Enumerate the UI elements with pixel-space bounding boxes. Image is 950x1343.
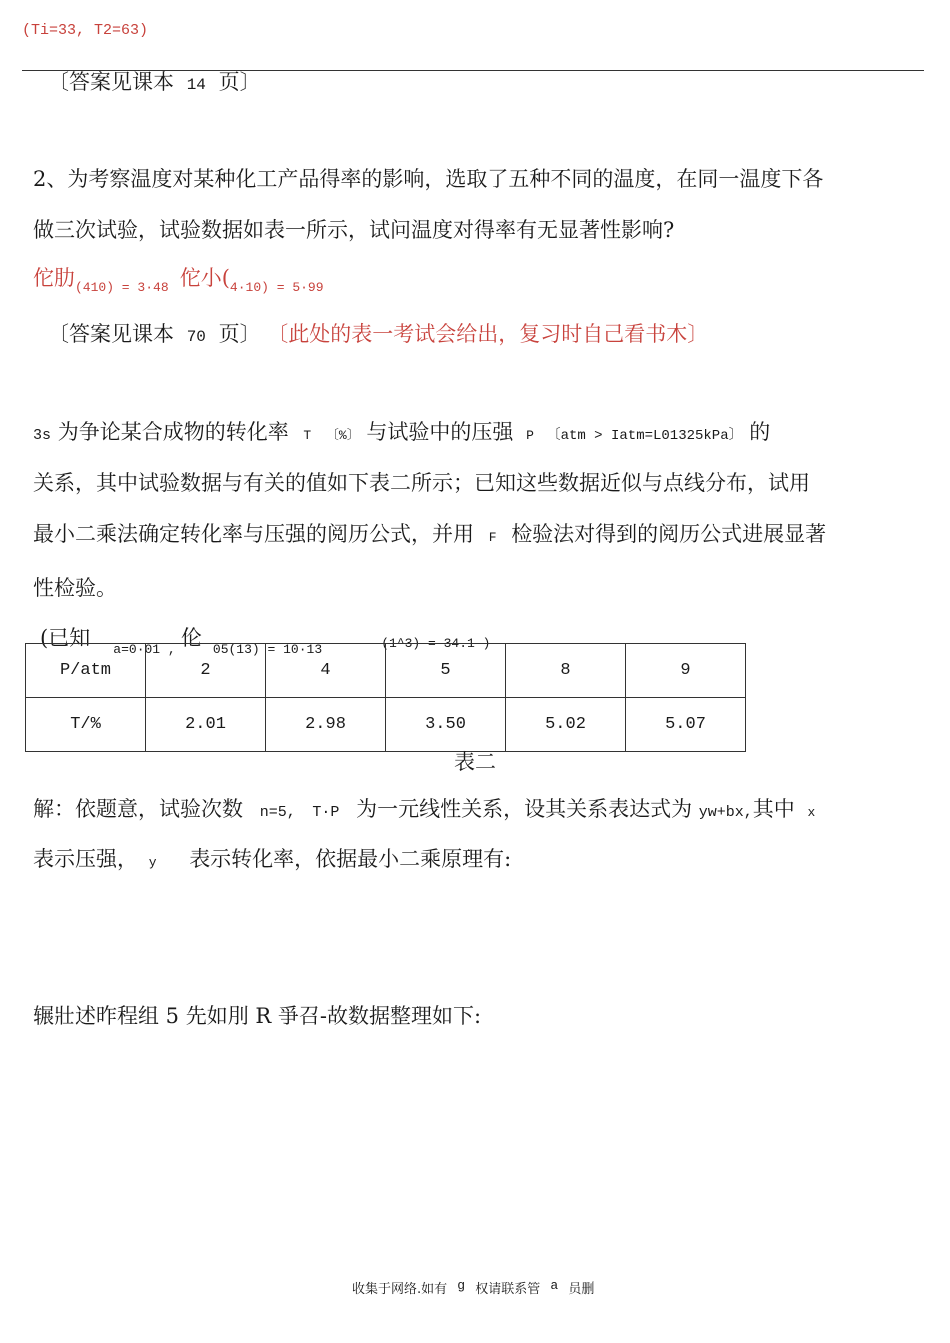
table-row bbox=[26, 698, 746, 752]
given-t: (1^3) = 34.1 ) bbox=[381, 636, 491, 651]
answer-ref-2-note: 〔此处的表一考试会给出，复习时自己看书木〕 bbox=[267, 322, 709, 346]
solution-l1-expr: yw+bx, bbox=[698, 804, 753, 821]
data-table bbox=[25, 643, 746, 752]
problem3-l1c: 的 bbox=[749, 420, 771, 444]
solution-l2-y: y bbox=[148, 855, 157, 870]
solution-line1 bbox=[33, 793, 815, 823]
problem2-line1: 2、为考察温度对某种化工产品得率的影响，选取了五种不同的温度，在同一温度下各 bbox=[33, 167, 824, 191]
solution-l1-n: n=5, bbox=[259, 804, 296, 821]
problem3-line4: 性检验。 bbox=[33, 576, 117, 600]
problem3-num: 3s bbox=[33, 427, 52, 444]
footer-d: 员删 bbox=[568, 1282, 595, 1297]
formula-b-value: 4·10) = 5·99 bbox=[229, 280, 324, 295]
answer-ref-2-pre: 〔答案见课本 bbox=[48, 322, 174, 346]
solution-l2a: 表示压强， bbox=[33, 847, 138, 871]
problem3-line2: 关系，其中试验数据与有关的值如下表二所示；已知这些数据近似与点线分布，试用 bbox=[33, 471, 810, 495]
answer-ref-1 bbox=[48, 66, 261, 96]
answer-ref-1-page: 14 bbox=[186, 76, 206, 94]
table-cell: 5.07 bbox=[626, 698, 746, 752]
solution-line3: 辗壯述昨程组 5 先如刖 R 爭召-故数据整理如下: bbox=[33, 1004, 482, 1028]
problem2-formula bbox=[33, 262, 324, 295]
solution-l1-tp: T·P bbox=[312, 804, 340, 821]
problem3-l1-T: T bbox=[303, 428, 312, 443]
problem3-l3-F: F bbox=[488, 530, 497, 545]
solution-l2b: 表示转化率，依据最小二乘原理有: bbox=[189, 847, 512, 871]
problem3-l1a: 为争论某合成物的转化率 bbox=[57, 420, 289, 444]
answer-ref-2-post: 页〕 bbox=[218, 322, 261, 346]
answer-ref-2 bbox=[48, 318, 708, 348]
problem3-l3b: 检验法对得到的阅历公式进展显著 bbox=[511, 522, 827, 546]
table-caption: 表二 bbox=[454, 750, 496, 774]
table-cell: 8 bbox=[506, 644, 626, 698]
table-cell: 5 bbox=[386, 644, 506, 698]
table-cell: 5.02 bbox=[506, 698, 626, 752]
table-cell: 9 bbox=[626, 644, 746, 698]
solution-l1-x: x bbox=[807, 805, 816, 820]
footer-a: 收集于网络.如有 bbox=[352, 1282, 448, 1297]
table-cell: T/% bbox=[26, 698, 146, 752]
given-alpha: a=0·01 , bbox=[113, 642, 176, 657]
given-lun: 伦 bbox=[180, 626, 202, 650]
problem3-l1-P: P bbox=[526, 428, 534, 443]
answer-ref-1-post: 页〕 bbox=[218, 70, 261, 94]
problem3-l3a: 最小二乘法确定转化率与压强的阅历公式，并用 bbox=[33, 522, 474, 546]
footer-note bbox=[352, 1278, 594, 1297]
table-cell: 4 bbox=[266, 644, 386, 698]
formula-b-label: 佗小( bbox=[179, 266, 230, 290]
given-pre: (已知 bbox=[40, 626, 91, 650]
solution-l1c: 其中 bbox=[752, 797, 795, 821]
table-cell: 2.98 bbox=[266, 698, 386, 752]
given-f: 05(13) = 10·13 bbox=[212, 642, 323, 657]
table-cell: 3.50 bbox=[386, 698, 506, 752]
solution-l1a: 解：依题意，试验次数 bbox=[33, 797, 243, 821]
table-row bbox=[26, 644, 746, 698]
problem3-l1-pct: 〔%〕 bbox=[325, 428, 360, 443]
answer-ref-2-page: 70 bbox=[186, 328, 206, 346]
solution-l1b: 为一元线性关系，设其关系表达式为 bbox=[356, 797, 693, 821]
formula-a-value: (410) = 3·48 bbox=[75, 280, 169, 295]
footer-b: 权请联系管 bbox=[475, 1282, 541, 1297]
problem3-line3 bbox=[33, 518, 826, 548]
footer-g: g bbox=[457, 1278, 466, 1293]
problem2-line2: 做三次试验，试验数据如表一所示，试问温度对得率有无显著性影响? bbox=[33, 218, 675, 242]
problem3-l1b: 与试验中的压强 bbox=[366, 420, 514, 444]
table-cell: 2 bbox=[146, 644, 266, 698]
footer-c: a bbox=[550, 1278, 559, 1293]
problem3-line1 bbox=[33, 416, 770, 446]
problem3-l1-paren: 〔atm > Iatm=L01325kPa〕 bbox=[546, 428, 743, 444]
header-note: (Ti=33, T2=63) bbox=[22, 22, 149, 39]
table-cell: 2.01 bbox=[146, 698, 266, 752]
table-cell: P/atm bbox=[26, 644, 146, 698]
formula-a-label: 佗肋 bbox=[33, 266, 75, 290]
solution-line2 bbox=[33, 843, 511, 873]
answer-ref-1-pre: 〔答案见课本 bbox=[48, 70, 174, 94]
